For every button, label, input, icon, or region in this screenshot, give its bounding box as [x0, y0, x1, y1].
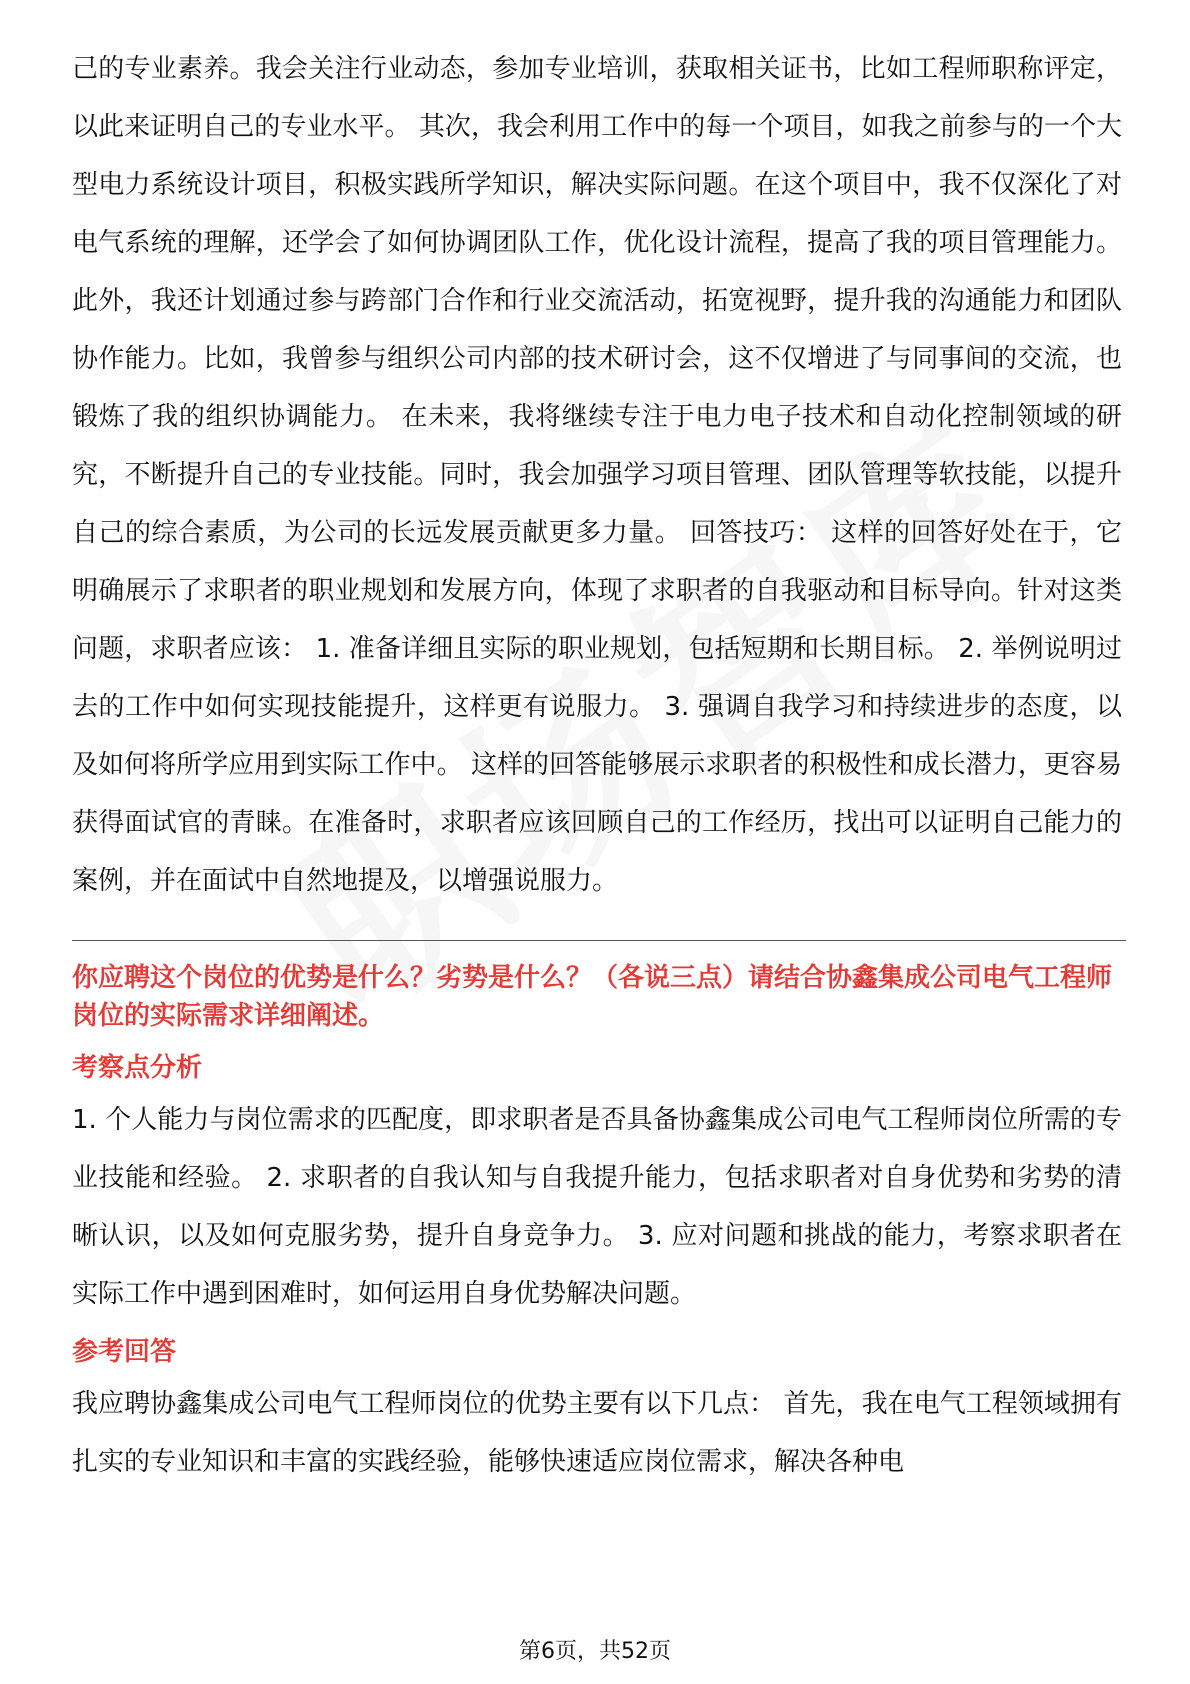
interview-question: 你应聘这个岗位的优势是什么？劣势是什么？（各说三点）请结合协鑫集成公司电气工程师岗位的实际需求详细阐述。 — [72, 963, 1113, 1031]
document-page — [72, 40, 1122, 1491]
answer-heading: 参考回答 — [72, 1337, 177, 1367]
intro-paragraph: 己的专业素养。我会关注行业动态，参加专业培训，获取相关证书，比如工程师职称评定，以此来证明自己的专业水平。 其次，我会利用工作中的每一个项目，如我之前参与的一个大型电力系统设计项目，积极实践所学知识，解决实际问题。在这个项目中，我不仅深化了对电气系统的理解，还学会了如何协调团队工作，优化设计流程，提高了我的项目管理能力。 此外，我还计划通过参与跨部门合作和行业交流活动，拓宽视野，提升我的沟通能力和团队协作能力。比如，我曾参与组织公司内部的技术研讨会，这不仅增进了与同事间的交流，也锻炼了我的组织协调能力。 在未来，我将继续专注于电力电子技术和自动化控制领域的研究，不断提升自己的专业技能。同时，我会加强学习项目管理、团队管理等软技能，以提升自己的综合素质，为公司的长远发展贡献更多力量。 回答技巧： 这样的回答好处在于，它明确展示了求职者的职业规划和发展方向，体现了求职者的自我驱动和目标导向。针对这类问题，求职者应该： 1. 准备详细且实际的职业规划，包括短期和长期目标。 2. 举例说明过去的工作中如何实现技能提升，这样更有说服力。 3. 强调自我学习和持续进步的态度，以及如何将所学应用到实际工作中。 这样的回答能够展示求职者的积极性和成长潜力，更容易获得面试官的青睐。在准备时，求职者应该回顾自己的工作经历，找出可以证明自己能力的案例，并在面试中自然地提及，以增强说服力。 — [72, 54, 1122, 896]
analysis-paragraph: 1. 个人能力与岗位需求的匹配度，即求职者是否具备协鑫集成公司电气工程师岗位所需的专业技能和经验。 2. 求职者的自我认知与自我提升能力，包括求职者对自身优势和劣势的清晰认识，以及如何克服劣势，提升自身竞争力。 3. 应对问题和挑战的能力，考察求职者在实际工作中遇到困难时，如何运用自身优势解决问题。 — [72, 1105, 1122, 1309]
answer-paragraph: 我应聘协鑫集成公司电气工程师岗位的优势主要有以下几点： 首先，我在电气工程领域拥有扎实的专业知识和丰富的实践经验，能够快速适应岗位需求，解决各种电 — [72, 1389, 1122, 1477]
page-number: 第6页，共52页 — [519, 1639, 671, 1664]
section-divider — [72, 940, 1126, 941]
analysis-heading: 考察点分析 — [72, 1053, 203, 1083]
